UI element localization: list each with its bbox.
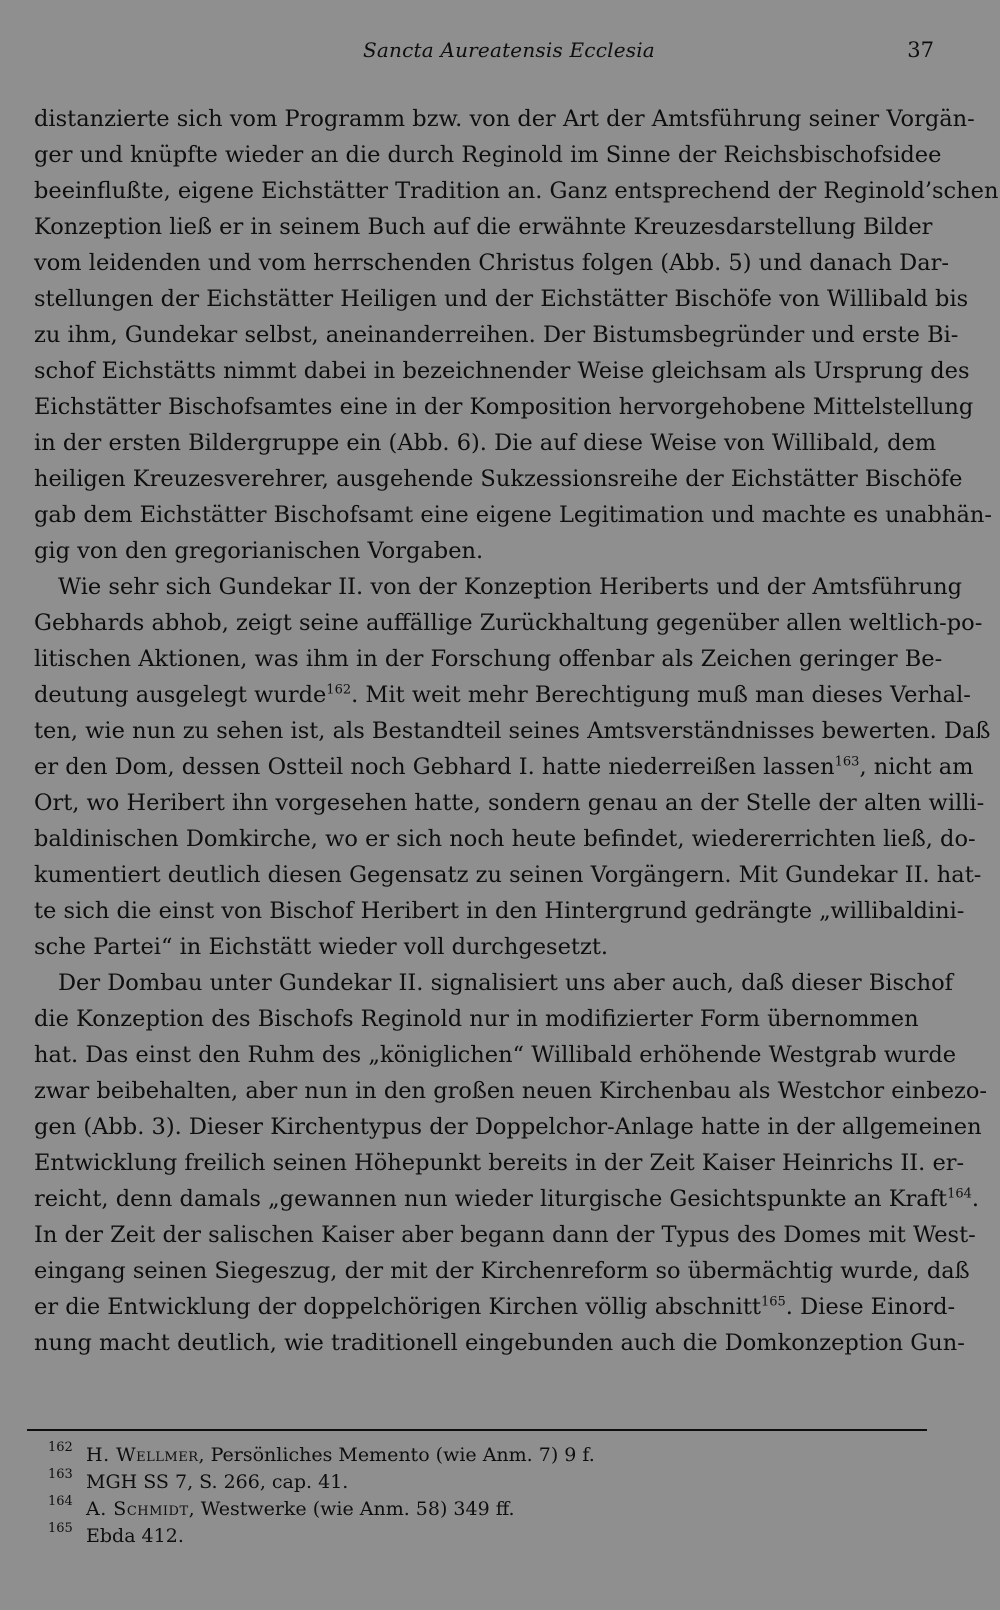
text-line: ger und knüpfte wieder an die durch Reginold im Sinne der Reichsbischofsidee — [34, 142, 942, 168]
text-line: kumentiert deutlich diesen Gegensatz zu seinen Vorgängern. Mit Gundekar II. hat- — [34, 862, 982, 888]
text-line: distanzierte sich vom Programm bzw. von der Art der Amtsführung seiner Vorgän- — [34, 106, 975, 132]
footnote-author: A. Schmidt — [86, 1498, 189, 1520]
footnote-ref: 164 — [947, 1186, 972, 1202]
text-line: In der Zeit der salischen Kaiser aber begann dann der Typus des Domes mit West- — [34, 1222, 976, 1248]
footnote-body: MGH SS 7, S. 266, cap. 41. — [86, 1471, 349, 1493]
footnote-number: 163 — [48, 1467, 73, 1482]
text-line: hat. Das einst den Ruhm des „königlichen“ Willibald erhöhende Westgrab wurde — [34, 1042, 957, 1068]
footnote-author: H. Wellmer — [86, 1444, 199, 1466]
footnote-text — [86, 1498, 515, 1520]
text-segment: . Mit weit mehr Berechtigung muß man dieses Verhal- — [351, 682, 971, 708]
text-line: in der ersten Bildergruppe ein (Abb. 6). Die auf diese Weise von Willibald, dem — [34, 430, 937, 456]
running-title: Sancta Aureatensis Ecclesia — [363, 38, 655, 62]
text-segment: reicht, denn damals „gewannen nun wieder liturgische Gesichtspunkte an Kraft — [34, 1186, 948, 1212]
text-line: die Konzeption des Bischofs Reginold nur in modifizierter Form übernommen — [34, 1006, 919, 1032]
text-line: baldinischen Domkirche, wo er sich noch heute befindet, wiedererrichten ließ, do- — [34, 826, 976, 852]
text-line: gen (Abb. 3). Dieser Kirchentypus der Doppelchor-Anlage hatte in der allgemeinen — [34, 1114, 982, 1140]
footnote-number: 164 — [48, 1494, 73, 1509]
text-line: stellungen der Eichstätter Heiligen und der Eichstätter Bischöfe von Willibald bis — [34, 286, 969, 312]
text-line: eingang seinen Siegeszug, der mit der Kirchenreform so übermächtig wurde, daß — [34, 1258, 970, 1284]
text-line: te sich die einst von Bischof Heribert in den Hintergrund gedrängte „willibaldini- — [34, 898, 965, 924]
text-line: zwar beibehalten, aber nun in den großen neuen Kirchenbau als Westchor einbezo- — [34, 1078, 988, 1104]
text-line — [34, 1292, 955, 1322]
footnote-separator — [27, 1429, 927, 1431]
text-line: Konzeption ließ er in seinem Buch auf die erwähnte Kreuzesdarstellung Bilder — [34, 214, 933, 240]
footnote-ref: 165 — [760, 1294, 786, 1310]
text-line: Der Dombau unter Gundekar II. signalisiert uns aber auch, daß dieser Bischof — [58, 970, 954, 996]
text-line: Ort, wo Heribert ihn vorgesehen hatte, sondern genau an der Stelle der alten willi- — [34, 790, 985, 816]
text-segment: , nicht am — [859, 754, 974, 780]
text-segment: deutung ausgelegt wurde — [34, 682, 327, 708]
text-line: Gebhards abhob, zeigt seine auffällige Zurückhaltung gegenüber allen weltlich-po- — [34, 610, 983, 636]
text-line: zu ihm, Gundekar selbst, aneinanderreihen. Der Bistumsbegründer und erste Bi- — [34, 322, 959, 348]
footnote-body: , Persönliches Memento (wie Anm. 7) 9 f. — [198, 1444, 595, 1466]
page-header — [0, 38, 1000, 68]
text-line: schof Eichstätts nimmt dabei in bezeichnender Weise gleichsam als Ursprung des — [34, 358, 970, 384]
footnote-number: 162 — [48, 1440, 73, 1455]
text-segment: er die Entwicklung der doppelchörigen Kirchen völlig abschnitt — [34, 1294, 761, 1320]
text-line: gig von den gregorianischen Vorgaben. — [34, 538, 484, 564]
footnote-ref: 162 — [326, 682, 352, 698]
text-line: heiligen Kreuzesverehrer, ausgehende Sukzessionsreihe der Eichstätter Bischöfe — [34, 466, 963, 492]
text-line: Wie sehr sich Gundekar II. von der Konzeption Heriberts und der Amtsführung — [58, 574, 963, 600]
text-line — [34, 1184, 979, 1214]
text-line — [34, 752, 973, 782]
text-segment: . Diese Einord- — [785, 1294, 956, 1320]
text-line: Entwicklung freilich seinen Höhepunkt bereits in der Zeit Kaiser Heinrichs II. er- — [34, 1150, 965, 1176]
footnote-ref: 163 — [834, 754, 860, 770]
footnote-body: , Westwerke (wie Anm. 58) 349 ff. — [188, 1498, 515, 1520]
footnote-text — [86, 1444, 595, 1466]
footnote-number: 165 — [48, 1521, 73, 1536]
text-segment: er den Dom, dessen Ostteil noch Gebhard I. hatte niederreißen lassen — [34, 754, 835, 780]
text-line: ten, wie nun zu sehen ist, als Bestandteil seines Amtsverständnisses bewerten. Daß — [34, 718, 991, 744]
text-line: litischen Aktionen, was ihm in der Forschung offenbar als Zeichen geringer Be- — [34, 646, 943, 672]
text-line: nung macht deutlich, wie traditionell eingebunden auch die Domkonzeption Gun- — [34, 1330, 965, 1356]
page-number: 37 — [907, 38, 934, 62]
text-line: vom leidenden und vom herrschenden Christus folgen (Abb. 5) und danach Dar- — [34, 250, 949, 276]
text-line: beeinflußte, eigene Eichstätter Tradition an. Ganz entsprechend der Reginold’schen — [34, 178, 999, 204]
text-line: gab dem Eichstätter Bischofsamt eine eigene Legitimation und machte es unabhän- — [34, 502, 992, 528]
text-segment: . — [971, 1186, 980, 1212]
text-line: Eichstätter Bischofsamtes eine in der Komposition hervorgehobene Mittelstellung — [34, 394, 974, 420]
footnote-body: Ebda 412. — [86, 1525, 184, 1547]
text-line: sche Partei“ in Eichstätt wieder voll durchgesetzt. — [34, 934, 609, 960]
text-line — [34, 680, 971, 710]
